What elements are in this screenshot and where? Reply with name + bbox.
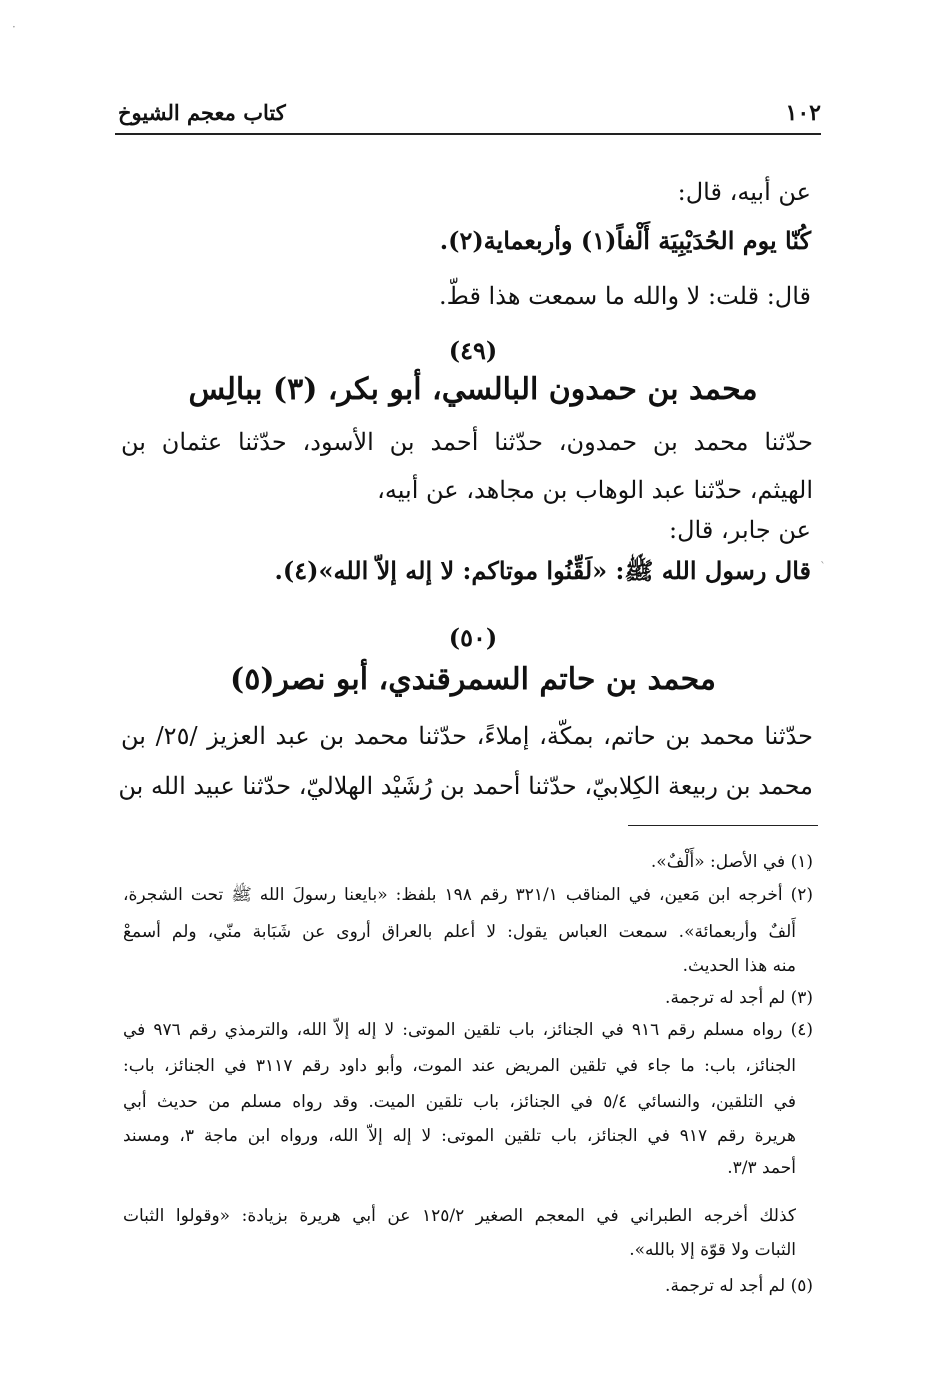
body-line: حدّثنا محمد بن حمدون، حدّثنا أحمد بن الأسود، حدّثنا عثمان بن [121, 428, 813, 456]
footnote-line: أحمد ٣/٣. [727, 1158, 796, 1178]
footnote-line: هريرة رقم ٩١٧ في الجنائز، باب تلقين الموتى: لا إله إلاّ الله، ورواه ابن ماجة ٣، ومسند [123, 1126, 796, 1146]
entry-number: (٤٩) [448, 336, 498, 365]
footnote-line: الجنائز، باب: ما جاء في تلقين المريض عند الموت، وأبو داود رقم ٣١١٧ في الجنائز، باب: [123, 1056, 796, 1076]
footnote-line: منه هذا الحديث. [682, 956, 796, 976]
entry-number: (٥٠) [448, 623, 498, 652]
footnote-line: الثبات ولا قوّة إلا بالله». [629, 1240, 796, 1260]
header-rule [115, 133, 821, 135]
body-line: كُنّا يوم الحُدَيْبِيَة أَلْفاً(١) وأربعماية(٢). [439, 226, 811, 255]
footnote-rule [628, 825, 818, 826]
footnote-line: (٢) أخرجه ابن مَعين، في المناقب ٣٢١/١ رقم ١٩٨ بلفظ: «بايعنا رسولَ الله ﷺ تحت الشجرة، [123, 885, 813, 905]
footnote-line: في التلقين، والنسائي ٥/٤ في الجنائز، باب تلقين الميت. وقد رواه مسلم من حديث أبي [123, 1092, 796, 1112]
entry-heading: محمد بن حمدون البالسي، أبو بكر، (٣) ببالِس [188, 372, 758, 407]
body-line: قال: قلت: لا والله ما سمعت هذا قطّ. [439, 282, 811, 310]
page-number: ١٠٢ [785, 100, 821, 126]
footnote-line: (٥) لم أجد له ترجمة. [665, 1276, 813, 1296]
footnote-line: كذلك أخرجه الطبراني في المعجم الصغير ١٢٥/٢ عن أبي هريرة بزيادة: «وقولوا الثبات [123, 1206, 796, 1226]
scan-speck: · [12, 20, 16, 34]
scan-speck: ˋ [820, 560, 826, 574]
body-line: حدّثنا محمد بن حاتم، بمكّة، إملاءً، حدّثنا محمد بن عبد العزيز /٢٥/ بن [121, 722, 814, 750]
footnote-line: أَلفٌ وأربعمائة». سمعت العباس يقول: لا أعلم بالعراق أروى عن شَبَابة منّي، ولم أسمعْ [123, 922, 796, 942]
body-line: الهيثم، حدّثنا عبد الوهاب بن مجاهد، عن أبيه، [377, 476, 813, 504]
running-header-title: كتاب معجم الشيوخ [118, 100, 286, 125]
footnote-line: (١) في الأصل: «أَلْفٌ». [650, 852, 813, 872]
body-line: عن أبيه، قال: [677, 178, 811, 206]
body-line: محمد بن ربيعة الكِلابيّ، حدّثنا أحمد بن رُشَيْد الهلاليّ، حدّثنا عبيد الله بن [118, 772, 813, 800]
footnote-line: (٣) لم أجد له ترجمة. [665, 988, 813, 1008]
body-line: عن جابر، قال: [669, 516, 811, 544]
entry-heading: محمد بن حاتم السمرقندي، أبو نصر(٥) [230, 662, 716, 697]
body-line: قال رسول الله ﷺ: «لَقِّنُوا موتاكم: لا إله إلاّ الله»(٤). [274, 556, 811, 585]
footnote-line: (٤) رواه مسلم رقم ٩١٦ في الجنائز، باب تلقين الموتى: لا إله إلاّ الله، والترمذي رقم ٩٧٦ في [123, 1020, 813, 1040]
